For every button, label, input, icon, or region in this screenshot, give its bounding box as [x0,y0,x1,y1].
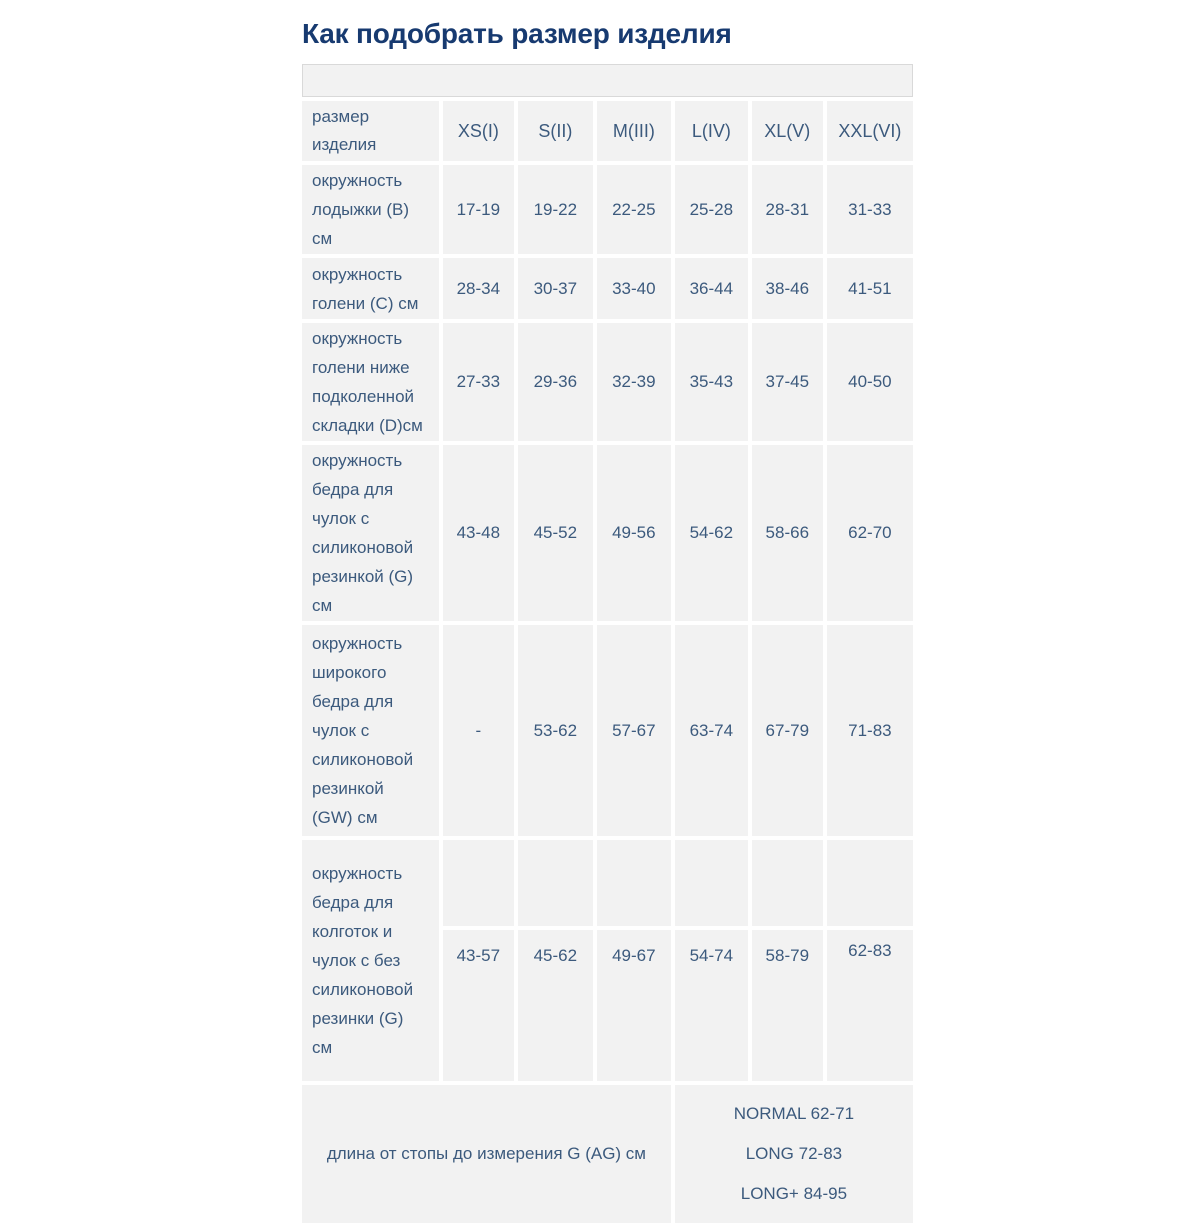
cell-value: 54-62 [675,445,748,621]
cell-empty [518,840,593,926]
header-product-size: размер изделия [302,101,439,161]
table-row-wide-thigh [302,625,913,836]
table-row-calf [302,258,913,319]
header-size-xl: XL(V) [752,101,823,161]
row-label-below-knee: окружность голени ниже подколенной складки (D)см [302,323,439,441]
cell-value: 43-57 [443,930,514,1081]
footer-length-values: NORMAL 62-71 LONG 72-83 LONG+ 84-95 [675,1085,913,1223]
cell-value: 17-19 [443,165,514,254]
cell-value: 53-62 [518,625,593,836]
table-top-band [302,64,913,97]
cell-value: 28-34 [443,258,514,319]
cell-value: 35-43 [675,323,748,441]
cell-value: - [443,625,514,836]
cell-value: 37-45 [752,323,823,441]
cell-value: 62-83 [827,930,913,1081]
cell-value: 62-70 [827,445,913,621]
footer-length-label: длина от стопы до измерения G (AG) см [302,1085,671,1223]
header-size-s: S(II) [518,101,593,161]
content-area [302,0,962,1227]
table-row-below-knee [302,323,913,441]
cell-empty [752,840,823,926]
size-chart-table [298,60,917,1227]
table-footer-row [302,1085,913,1223]
row-label-wide-thigh: окружность широкого бедра для чулок с силиконовой резинкой (GW) см [302,625,439,836]
cell-value: 25-28 [675,165,748,254]
row-label-calf: окружность голени (C) см [302,258,439,319]
cell-value: 43-48 [443,445,514,621]
cell-value: 27-33 [443,323,514,441]
cell-value: 71-83 [827,625,913,836]
cell-value: 32-39 [597,323,671,441]
cell-value: 57-67 [597,625,671,836]
cell-value: 33-40 [597,258,671,319]
table-row-thigh-silicone [302,445,913,621]
table-top-band-row [302,64,913,97]
cell-value: 67-79 [752,625,823,836]
cell-value: 38-46 [752,258,823,319]
cell-value: 19-22 [518,165,593,254]
cell-value: 45-52 [518,445,593,621]
table-header-row [302,101,913,161]
cell-value: 49-56 [597,445,671,621]
table-row-ankle [302,165,913,254]
cell-value: 28-31 [752,165,823,254]
cell-value: 58-79 [752,930,823,1081]
cell-value: 45-62 [518,930,593,1081]
cell-value: 54-74 [675,930,748,1081]
cell-value: 63-74 [675,625,748,836]
header-size-l: L(IV) [675,101,748,161]
cell-value: 41-51 [827,258,913,319]
cell-empty [675,840,748,926]
cell-value: 29-36 [518,323,593,441]
cell-value: 22-25 [597,165,671,254]
header-size-m: M(III) [597,101,671,161]
cell-empty [827,840,913,926]
row-label-ankle: окружность лодыжки (B) см [302,165,439,254]
row-label-thigh-silicone: окружность бедра для чулок с силиконовой резинкой (G) см [302,445,439,621]
page-title: Как подобрать размер изделия [302,18,732,49]
cell-value: 30-37 [518,258,593,319]
cell-value: 40-50 [827,323,913,441]
cell-empty [443,840,514,926]
cell-value: 31-33 [827,165,913,254]
cell-value: 36-44 [675,258,748,319]
cell-value: 49-67 [597,930,671,1081]
table-row-thigh-tights-spacer [302,840,913,926]
row-label-thigh-tights: окружность бедра для колготок и чулок с без силиконовой резинки (G) см [302,840,439,1081]
cell-empty [597,840,671,926]
header-size-xxl: XXL(VI) [827,101,913,161]
header-size-xs: XS(I) [443,101,514,161]
cell-value: 58-66 [752,445,823,621]
